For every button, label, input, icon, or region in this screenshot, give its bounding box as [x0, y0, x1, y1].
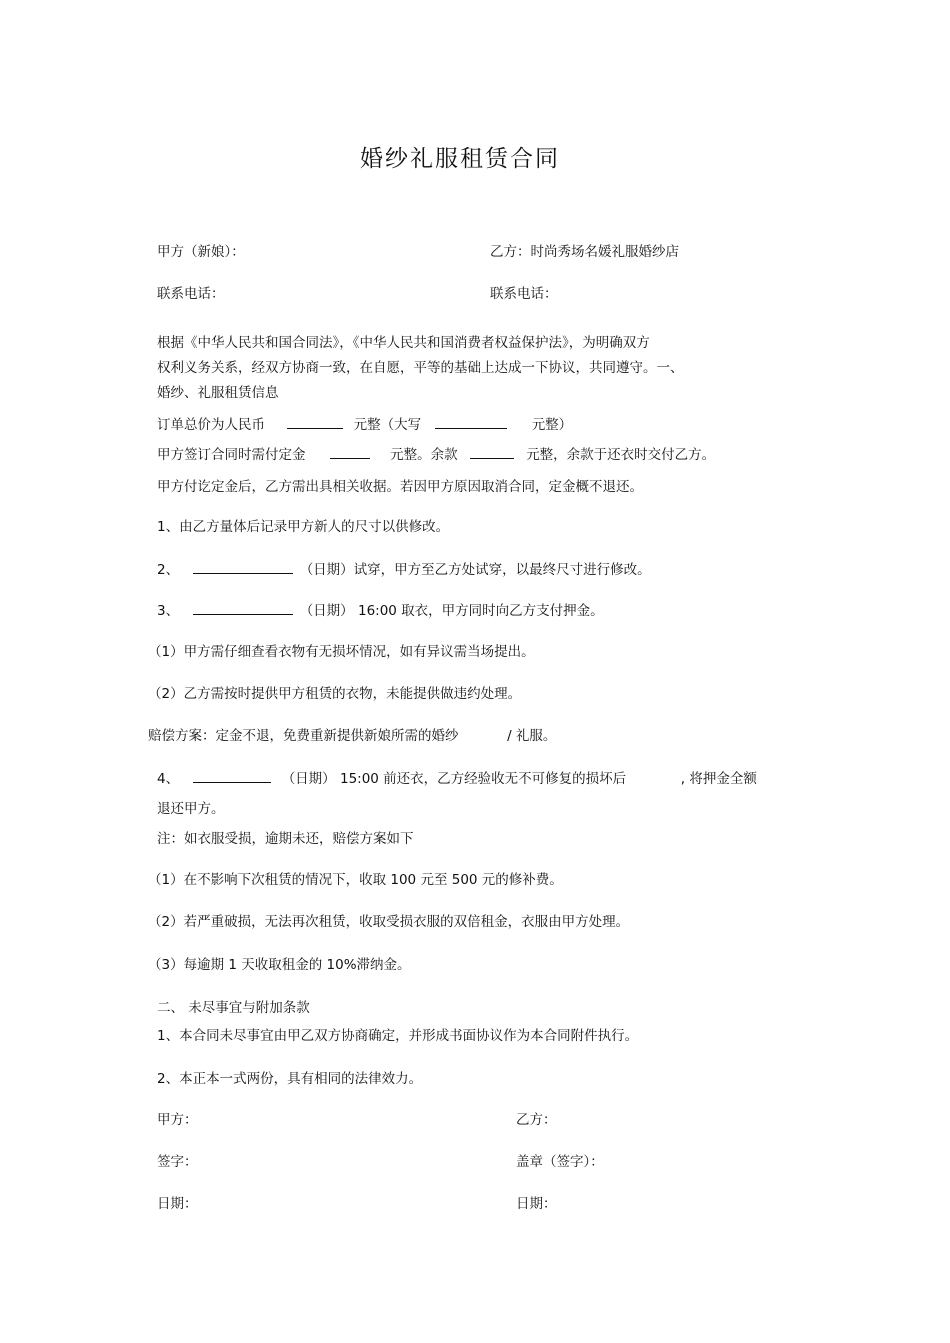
- return-date-blank[interactable]: [193, 768, 271, 783]
- intro-line-2: 权利义务关系，经双方协商一致，在自愿，平等的基础上达成一下协议，共同遵守。一、: [157, 360, 684, 376]
- signature-a-date: 日期：: [157, 1196, 198, 1212]
- damage-note-2: （2）若严重破损，无法再次租赁，收取受损衣服的双倍租金，衣服由甲方处理。: [148, 914, 630, 930]
- compensation-text-b: / 礼服。: [507, 728, 557, 744]
- contact-b-label: 联系电话：: [490, 286, 558, 302]
- item-4-continued: 退还甲方。: [157, 801, 225, 817]
- section-2-heading: 二、 未尽事宜与附加条款: [157, 1000, 310, 1016]
- pickup-date-blank[interactable]: [193, 600, 293, 615]
- item-3-sub-2: （2）乙方需按时提供甲方租赁的衣物，未能提供做违约处理。: [148, 686, 522, 702]
- signature-a-sign: 签字：: [157, 1154, 198, 1170]
- order-total-text-c: 元整）: [531, 417, 573, 433]
- signature-b-stamp: 盖章（签字）：: [516, 1154, 604, 1170]
- receipt-line: 甲方付讫定金后，乙方需出具相关收据。若因甲方原因取消合同，定金概不退还。: [157, 479, 643, 495]
- balance-amount-blank[interactable]: [470, 444, 514, 459]
- compensation-line: [148, 726, 556, 746]
- compensation-text-a: 赔偿方案：定金不退，免费重新提供新娘所需的婚纱: [148, 728, 459, 744]
- order-total-amount-blank[interactable]: [287, 414, 343, 429]
- party-b-label: 乙方：时尚秀场名媛礼服婚纱店: [490, 244, 679, 260]
- section-2-clause-2: 2、本正本一式两份，具有相同的法律效力。: [157, 1071, 423, 1087]
- section-2-clause-1: 1、本合同未尽事宜由甲乙双方协商确定，并形成书面协议作为本合同附件执行。: [157, 1028, 639, 1044]
- item-2-text: （日期）试穿，甲方至乙方处试穿，以最终尺寸进行修改。: [299, 562, 651, 578]
- signature-party-a: 甲方：: [157, 1112, 198, 1128]
- deposit-amount-blank[interactable]: [330, 444, 370, 459]
- damage-note: 注：如衣服受损，逾期未还，赔偿方案如下: [157, 831, 414, 847]
- item-2: [157, 559, 651, 580]
- deposit-text-a: 甲方签订合同时需付定金: [157, 447, 306, 463]
- order-total-text-b: 元整（大写: [353, 417, 422, 433]
- order-total-line: [157, 414, 572, 435]
- damage-note-1: （1）在不影响下次租赁的情况下，收取 100 元至 500 元的修补费。: [148, 872, 563, 888]
- item-3-number: 3、: [157, 603, 180, 619]
- party-a-label: 甲方（新娘）：: [157, 244, 245, 260]
- intro-line-1: 根据《中华人民共和国合同法》，《中华人民共和国消费者权益保护法》，为明确双方: [157, 335, 650, 351]
- item-1: 1、由乙方量体后记录甲方新人的尺寸以供修改。: [157, 519, 450, 535]
- order-total-text-a: 订单总价为人民币: [157, 417, 265, 433]
- damage-note-3: （3）每逾期 1 天收取租金的 10%滞纳金。: [148, 957, 411, 973]
- item-4-text: （日期） 15:00 前还衣，乙方经验收无不可修复的损坏后: [281, 771, 627, 787]
- item-4-number: 4、: [157, 771, 180, 787]
- fitting-date-blank[interactable]: [193, 559, 293, 574]
- item-4: [157, 768, 757, 789]
- deposit-line: [157, 444, 715, 465]
- signature-b-date: 日期：: [516, 1196, 557, 1212]
- deposit-text-b: 元整。余款: [390, 447, 458, 463]
- deposit-text-c: 元整，余款于还衣时交付乙方。: [526, 447, 716, 463]
- item-3: [157, 600, 604, 621]
- signature-party-b: 乙方：: [516, 1112, 557, 1128]
- document-title: 婚纱礼服租赁合同: [360, 146, 560, 172]
- contact-a-label: 联系电话：: [157, 286, 225, 302]
- item-3-text: （日期） 16:00 取衣，甲方同时向乙方支付押金。: [299, 603, 604, 619]
- order-total-uppercase-blank[interactable]: [435, 414, 507, 429]
- intro-line-3: 婚纱、礼服租赁信息: [157, 385, 279, 401]
- item-3-sub-1: （1）甲方需仔细查看衣物有无损坏情况，如有异议需当场提出。: [148, 644, 535, 660]
- item-2-number: 2、: [157, 562, 180, 578]
- item-4-text-c: , 将押金全额: [680, 771, 757, 787]
